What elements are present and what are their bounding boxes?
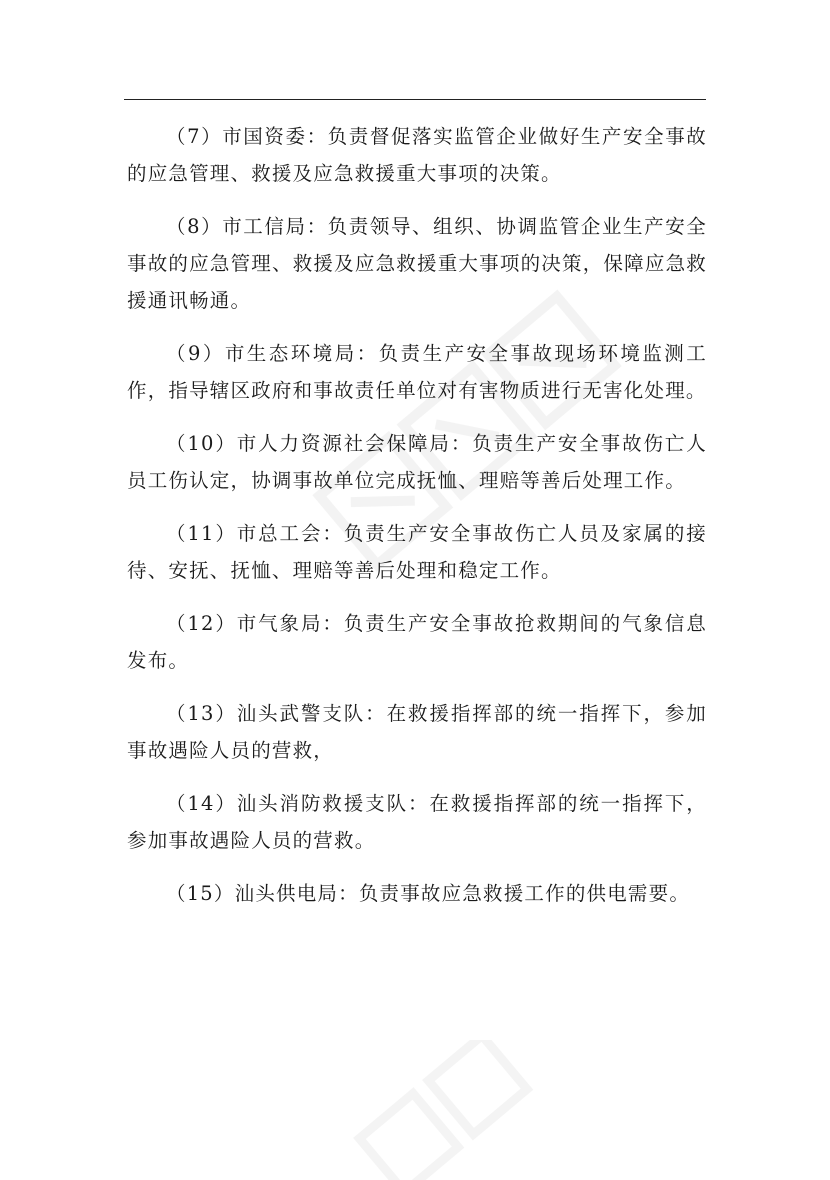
header-rule xyxy=(124,99,706,100)
paragraph-7: （7）市国资委：负责督促落实监管企业做好生产安全事故的应急管理、救援及应急救援重大事项的决策。 xyxy=(127,125,707,185)
paragraph-8: （8）市工信局：负责领导、组织、协调监管企业生产安全事故的应急管理、救援及应急救援重大事项的决策，保障应急救援通讯畅通。 xyxy=(127,215,707,312)
paragraph-10: （10）市人力资源社会保障局：负责生产安全事故伤亡人员工伤认定，协调事故单位完成抚恤、理赔等善后处理工作。 xyxy=(127,432,707,492)
paragraph-12: （12）市气象局：负责生产安全事故抢救期间的气象信息发布。 xyxy=(127,612,707,672)
paragraph-14: （14）汕头消防救援支队：在救援指挥部的统一指挥下，参加事故遇险人员的营救。 xyxy=(127,792,707,852)
paragraph-9: （9）市生态环境局：负责生产安全事故现场环境监测工作，指导辖区政府和事故责任单位对有害物质进行无害化处理。 xyxy=(127,342,707,402)
paragraph-11: （11）市总工会：负责生产安全事故伤亡人员及家属的接待、安抚、抚恤、理赔等善后处理和稳定工作。 xyxy=(127,522,707,582)
watermark-graphic-bottom xyxy=(330,1040,550,1180)
paragraph-15: （15）汕头供电局：负责事故应急救援工作的供电需要。 xyxy=(166,882,691,905)
paragraph-13: （13）汕头武警支队：在救援指挥部的统一指挥下，参加事故遇险人员的营救， xyxy=(127,702,707,762)
document-body xyxy=(127,118,707,928)
